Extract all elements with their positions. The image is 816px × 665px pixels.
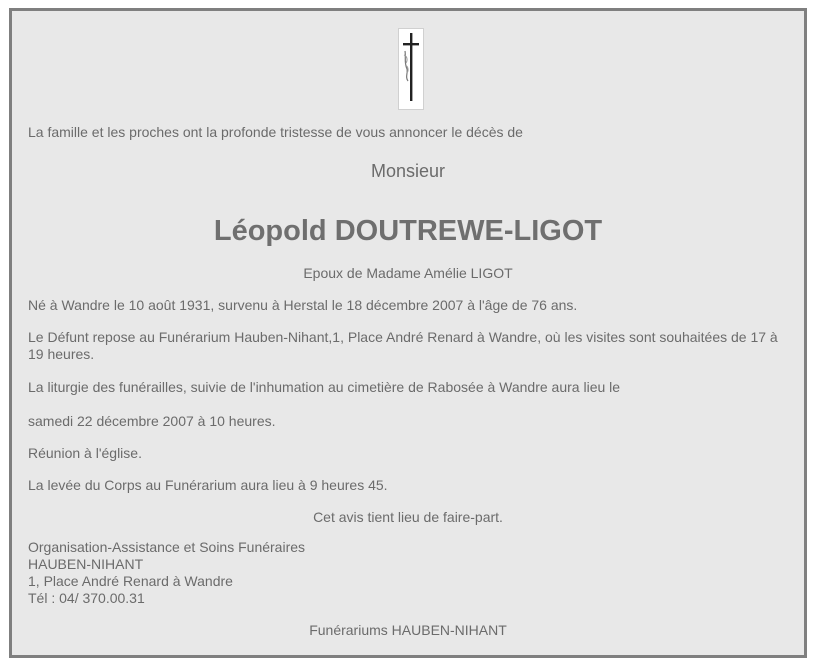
title-text: Monsieur [370,161,446,181]
organisation-line: 1, Place André Renard à Wandre [28,573,233,589]
footer-text: Funérariums HAUBEN-NIHANT [309,622,507,638]
cross-icon [398,28,424,110]
spouse-text: Epoux de Madame Amélie LIGOT [303,265,513,281]
rest-text: Le Défunt repose au Funérarium Hauben-Nihant,1, Place André Renard à Wandre, où les visites sont souhaitées de 17 à 19 heures. [28,329,778,362]
intro-text: La famille et les proches ont la profonde tristesse de vous annoncer le décès de [28,124,523,140]
organisation-line: HAUBEN-NIHANT [28,556,144,572]
organisation-phone: Tél : 04/ 370.00.31 [28,590,145,606]
cross-icon-graphic [399,29,423,109]
liturgy-text: La liturgie des funérailles, suivie de l'inhumation au cimetière de Rabosée à Wandre aura lieu le [28,379,621,395]
levee-text: La levée du Corps au Funérarium aura lieu à 9 heures 45. [28,477,388,493]
meeting-text: Réunion à l'église. [28,445,142,461]
deceased-name: Léopold DOUTREWE-LIGOT [213,215,603,247]
organisation-line: Organisation-Assistance et Soins Funéraires [28,539,306,555]
ceremony-date: samedi 22 décembre 2007 à 10 heures. [28,413,276,429]
birth-death-text: Né à Wandre le 10 août 1931, survenu à Herstal le 18 décembre 2007 à l'âge de 76 ans. [28,297,578,313]
obituary-frame [9,8,807,658]
organisation-block [28,539,305,607]
faire-part-text: Cet avis tient lieu de faire-part. [313,509,503,525]
